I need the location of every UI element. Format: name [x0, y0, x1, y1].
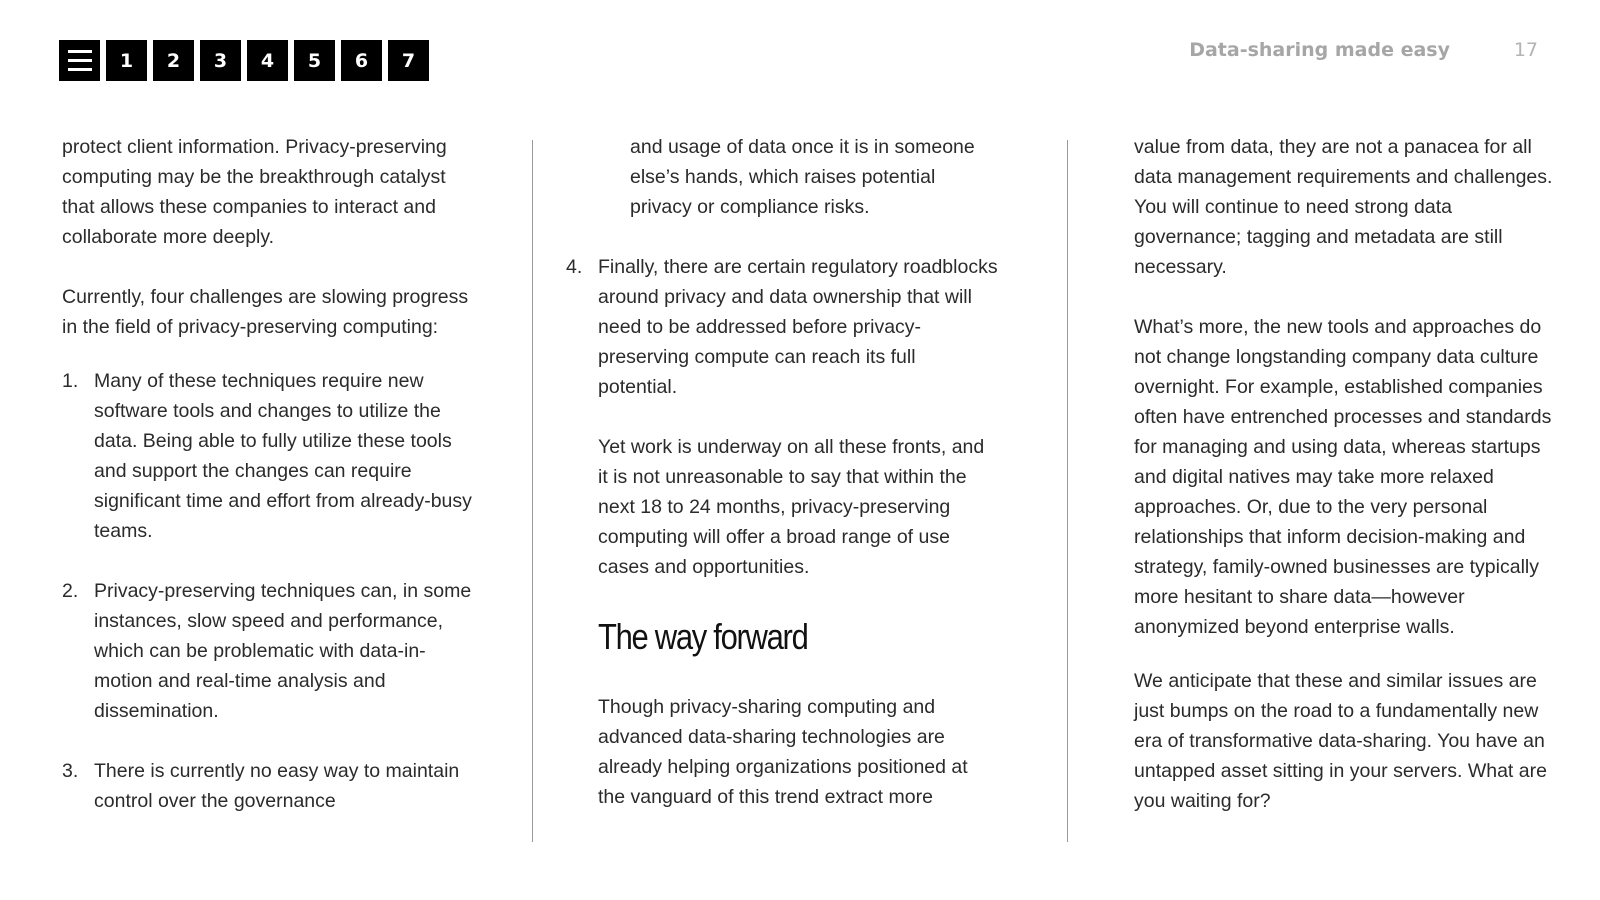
nav-button-6[interactable]: 6 — [341, 40, 382, 81]
list-continuation: and usage of data once it is in someone else’s hands, which raises potential privacy or compliance risks. — [630, 136, 975, 218]
paragraph: Currently, four challenges are slowing progress in the field of privacy-preserving computing: — [62, 286, 469, 338]
paragraph: Yet work is underway on all these fronts, and it is not unreasonable to say that within the next 18 to 24 months, privacy-preserving computing will offer a broad range of use cases and opportunities. — [598, 436, 985, 578]
list-text: There is currently no easy way to maintain control over the governance — [94, 760, 460, 812]
paragraph: value from data, they are not a panacea for all data management requirements and challenges. You will continue to need strong data governance; tagging and metadata are still necessary. — [1134, 136, 1553, 278]
list-number: 4. — [566, 256, 583, 278]
list-item — [566, 252, 998, 402]
list-text: Finally, there are certain regulatory roadblocks around privacy and data ownership that will need to be addressed before privacy-preserving compute can reach its full potential. — [598, 256, 998, 398]
document-title: Data-sharing made easy — [1189, 39, 1450, 61]
column-3 — [1134, 132, 1554, 846]
paragraph: Though privacy-sharing computing and advanced data-sharing technologies are already helping organizations positioned at the vanguard of this trend extract more — [598, 696, 968, 808]
hamburger-menu-icon — [68, 50, 92, 71]
column-1 — [62, 132, 482, 846]
section-heading: The way forward — [598, 616, 808, 657]
column-2 — [566, 132, 998, 842]
nav-button-3[interactable]: 3 — [200, 40, 241, 81]
list-item — [62, 756, 482, 816]
paragraph: We anticipate that these and similar issues are just bumps on the road to a fundamentally new era of transformative data-sharing. You have an untapped asset sitting in your servers. What are you waiting for? — [1134, 670, 1547, 812]
nav-button-7[interactable]: 7 — [388, 40, 429, 81]
paragraph: protect client information. Privacy-preserving computing may be the breakthrough catalyst that allows these companies to interact and collaborate more deeply. — [62, 136, 447, 248]
list-number: 3. — [62, 760, 79, 782]
nav-button-4[interactable]: 4 — [247, 40, 288, 81]
list-item — [62, 576, 482, 726]
page-number: 17 — [1513, 39, 1538, 61]
paragraph: What’s more, the new tools and approaches do not change longstanding company data culture overnight. For example, established companies often have entrenched processes and standards for managing and using data, whereas startups and digital natives may take more relaxed approaches. Or, due to the very personal relationships that inform decision-making and strategy, family-owned businesses are typically more hesitant to share data—however anonymized beyond enterprise walls. — [1134, 316, 1552, 638]
list-number: 2. — [62, 580, 79, 602]
menu-button[interactable] — [59, 40, 100, 81]
list-text: Many of these techniques require new software tools and changes to utilize the data. Being able to fully utilize these tools and support the changes can require significant time and effort from already-busy teams. — [94, 370, 472, 542]
column-divider — [532, 140, 533, 842]
column-divider — [1067, 140, 1068, 842]
list-number: 1. — [62, 370, 79, 392]
list-item — [62, 366, 482, 546]
list-text: Privacy-preserving techniques can, in some instances, slow speed and performance, which can be problematic with data-in-motion and real-time analysis and dissemination. — [94, 580, 472, 722]
page-navigation — [59, 40, 429, 81]
nav-button-5[interactable]: 5 — [294, 40, 335, 81]
nav-button-2[interactable]: 2 — [153, 40, 194, 81]
nav-button-1[interactable]: 1 — [106, 40, 147, 81]
